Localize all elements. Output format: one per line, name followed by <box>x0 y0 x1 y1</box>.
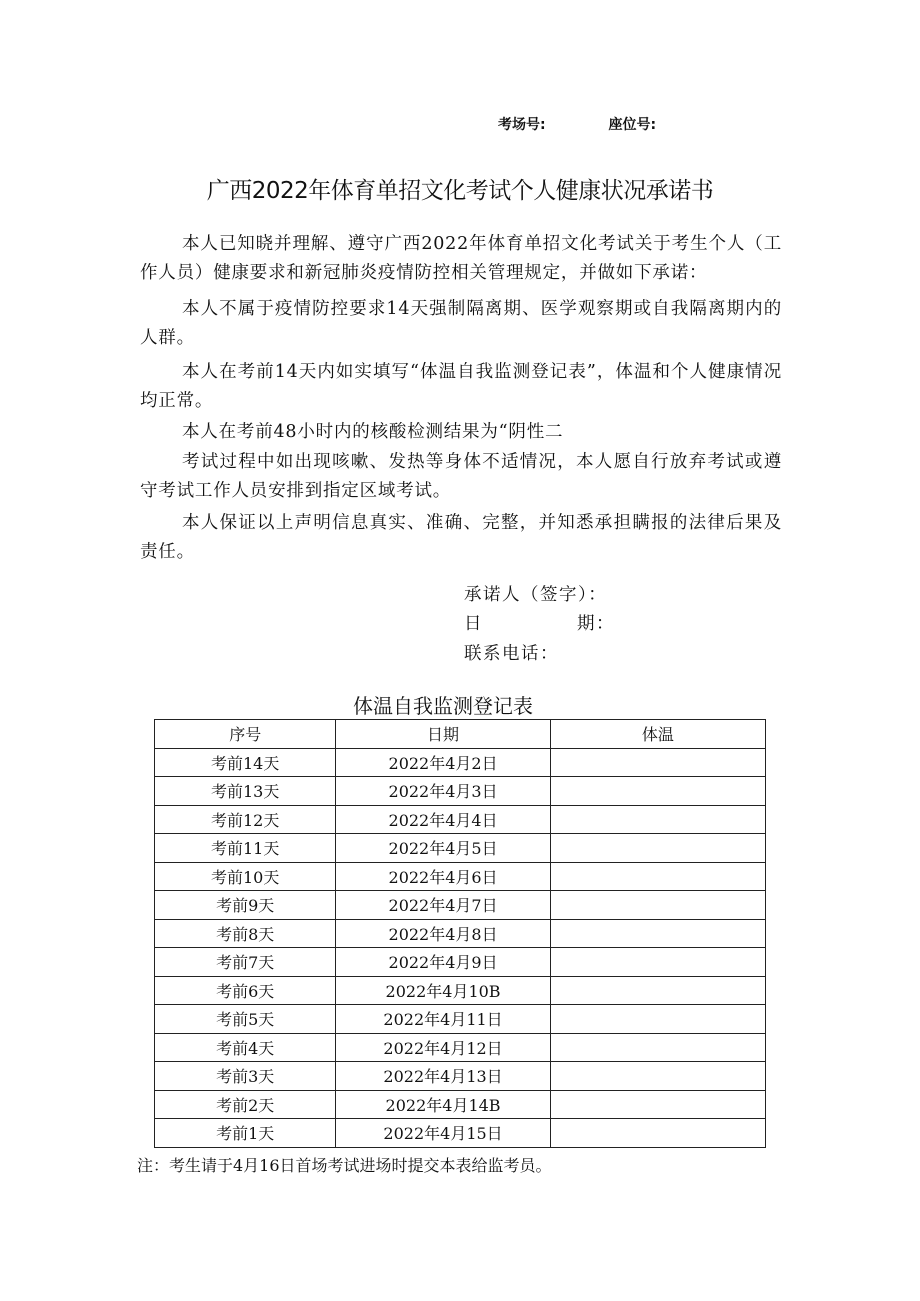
temperature-log-table <box>154 719 766 1148</box>
table-title: 体温自我监测登记表 <box>353 694 533 718</box>
footnote: 注：考生请于4月16日首场考试进场时提交本表给监考员。 <box>137 1156 552 1175</box>
temperature-cell[interactable] <box>550 862 765 891</box>
table-row <box>155 919 766 948</box>
date-cell: 2022年4月9日 <box>336 948 550 977</box>
phone-label: 联系电话： <box>464 644 559 664</box>
date-cell: 2022年4月10B <box>336 976 550 1005</box>
paragraph: 本人在考前14天内如实填写“体温自我监测登记表”，体温和个人健康情况均正常。 <box>140 362 782 411</box>
temperature-cell[interactable] <box>550 777 765 806</box>
date-cell: 2022年4月4日 <box>336 805 550 834</box>
table-row <box>155 805 766 834</box>
temperature-cell[interactable] <box>550 1005 765 1034</box>
temperature-cell[interactable] <box>550 919 765 948</box>
date-cell: 2022年4月5日 <box>336 834 550 863</box>
date-cell: 2022年4月2日 <box>336 748 550 777</box>
temperature-cell[interactable] <box>550 891 765 920</box>
date-cell: 2022年4月6日 <box>336 862 550 891</box>
temperature-cell[interactable] <box>550 748 765 777</box>
day-cell: 考前6天 <box>155 976 336 1005</box>
table-row <box>155 834 766 863</box>
date-cell: 2022年4月15日 <box>336 1119 550 1148</box>
table-row <box>155 976 766 1005</box>
temperature-cell[interactable] <box>550 976 765 1005</box>
table-row <box>155 1005 766 1034</box>
temperature-cell[interactable] <box>550 805 765 834</box>
day-cell: 考前9天 <box>155 891 336 920</box>
table-row <box>155 862 766 891</box>
paragraph: 本人已知晓并理解、遵守广西2022年体育单招文化考试关于考生个人（工作人员）健康要求和新冠肺炎疫情防控相关管理规定，并做如下承诺： <box>140 234 782 283</box>
day-cell: 考前7天 <box>155 948 336 977</box>
day-cell: 考前2天 <box>155 1090 336 1119</box>
column-header-temperature: 体温 <box>550 720 765 749</box>
column-header-index: 序号 <box>155 720 336 749</box>
day-cell: 考前12天 <box>155 805 336 834</box>
day-cell: 考前11天 <box>155 834 336 863</box>
day-cell: 考前1天 <box>155 1119 336 1148</box>
temperature-cell[interactable] <box>550 1033 765 1062</box>
day-cell: 考前14天 <box>155 748 336 777</box>
table-row <box>155 891 766 920</box>
table-header-row <box>155 720 766 749</box>
day-cell: 考前13天 <box>155 777 336 806</box>
table-row <box>155 948 766 977</box>
date-label-end: 期： <box>577 614 615 634</box>
date-cell: 2022年4月7日 <box>336 891 550 920</box>
commitment-body <box>140 230 782 567</box>
day-cell: 考前5天 <box>155 1005 336 1034</box>
paragraph: 本人不属于疫情防控要求14天强制隔离期、医学观察期或自我隔离期内的人群。 <box>140 299 782 348</box>
temperature-cell[interactable] <box>550 834 765 863</box>
temperature-cell[interactable] <box>550 1062 765 1091</box>
table-row <box>155 1062 766 1091</box>
seat-label: 座位号: <box>608 117 657 133</box>
temperature-cell[interactable] <box>550 948 765 977</box>
date-label-start: 日 <box>464 614 483 634</box>
paragraph: 本人保证以上声明信息真实、准确、完整，并知悉承担瞒报的法律后果及责任。 <box>140 513 782 562</box>
temperature-cell[interactable] <box>550 1119 765 1148</box>
date-cell: 2022年4月3日 <box>336 777 550 806</box>
day-cell: 考前10天 <box>155 862 336 891</box>
table-row <box>155 1033 766 1062</box>
paragraph: 考试过程中如出现咳嗽、发热等身体不适情况，本人愿自行放弃考试或遵守考试工作人员安排到指定区域考试。 <box>140 452 782 501</box>
date-label <box>464 610 615 635</box>
date-cell: 2022年4月8日 <box>336 919 550 948</box>
exam-ids <box>498 114 656 134</box>
table-row <box>155 1119 766 1148</box>
temperature-cell[interactable] <box>550 1090 765 1119</box>
table-row <box>155 777 766 806</box>
paragraph: 本人在考前48小时内的核酸检测结果为“阴性二 <box>182 422 564 442</box>
date-cell: 2022年4月12日 <box>336 1033 550 1062</box>
page-title: 广西2022年体育单招文化考试个人健康状况承诺书 <box>206 178 714 204</box>
day-cell: 考前3天 <box>155 1062 336 1091</box>
day-cell: 考前4天 <box>155 1033 336 1062</box>
table-row <box>155 748 766 777</box>
date-cell: 2022年4月13日 <box>336 1062 550 1091</box>
signer-label: 承诺人（签字）： <box>464 585 608 605</box>
date-cell: 2022年4月14B <box>336 1090 550 1119</box>
table-body <box>155 748 766 1147</box>
table-row <box>155 1090 766 1119</box>
day-cell: 考前8天 <box>155 919 336 948</box>
exam-room-label: 考场号: <box>498 117 546 133</box>
date-cell: 2022年4月11日 <box>336 1005 550 1034</box>
column-header-date: 日期 <box>336 720 550 749</box>
